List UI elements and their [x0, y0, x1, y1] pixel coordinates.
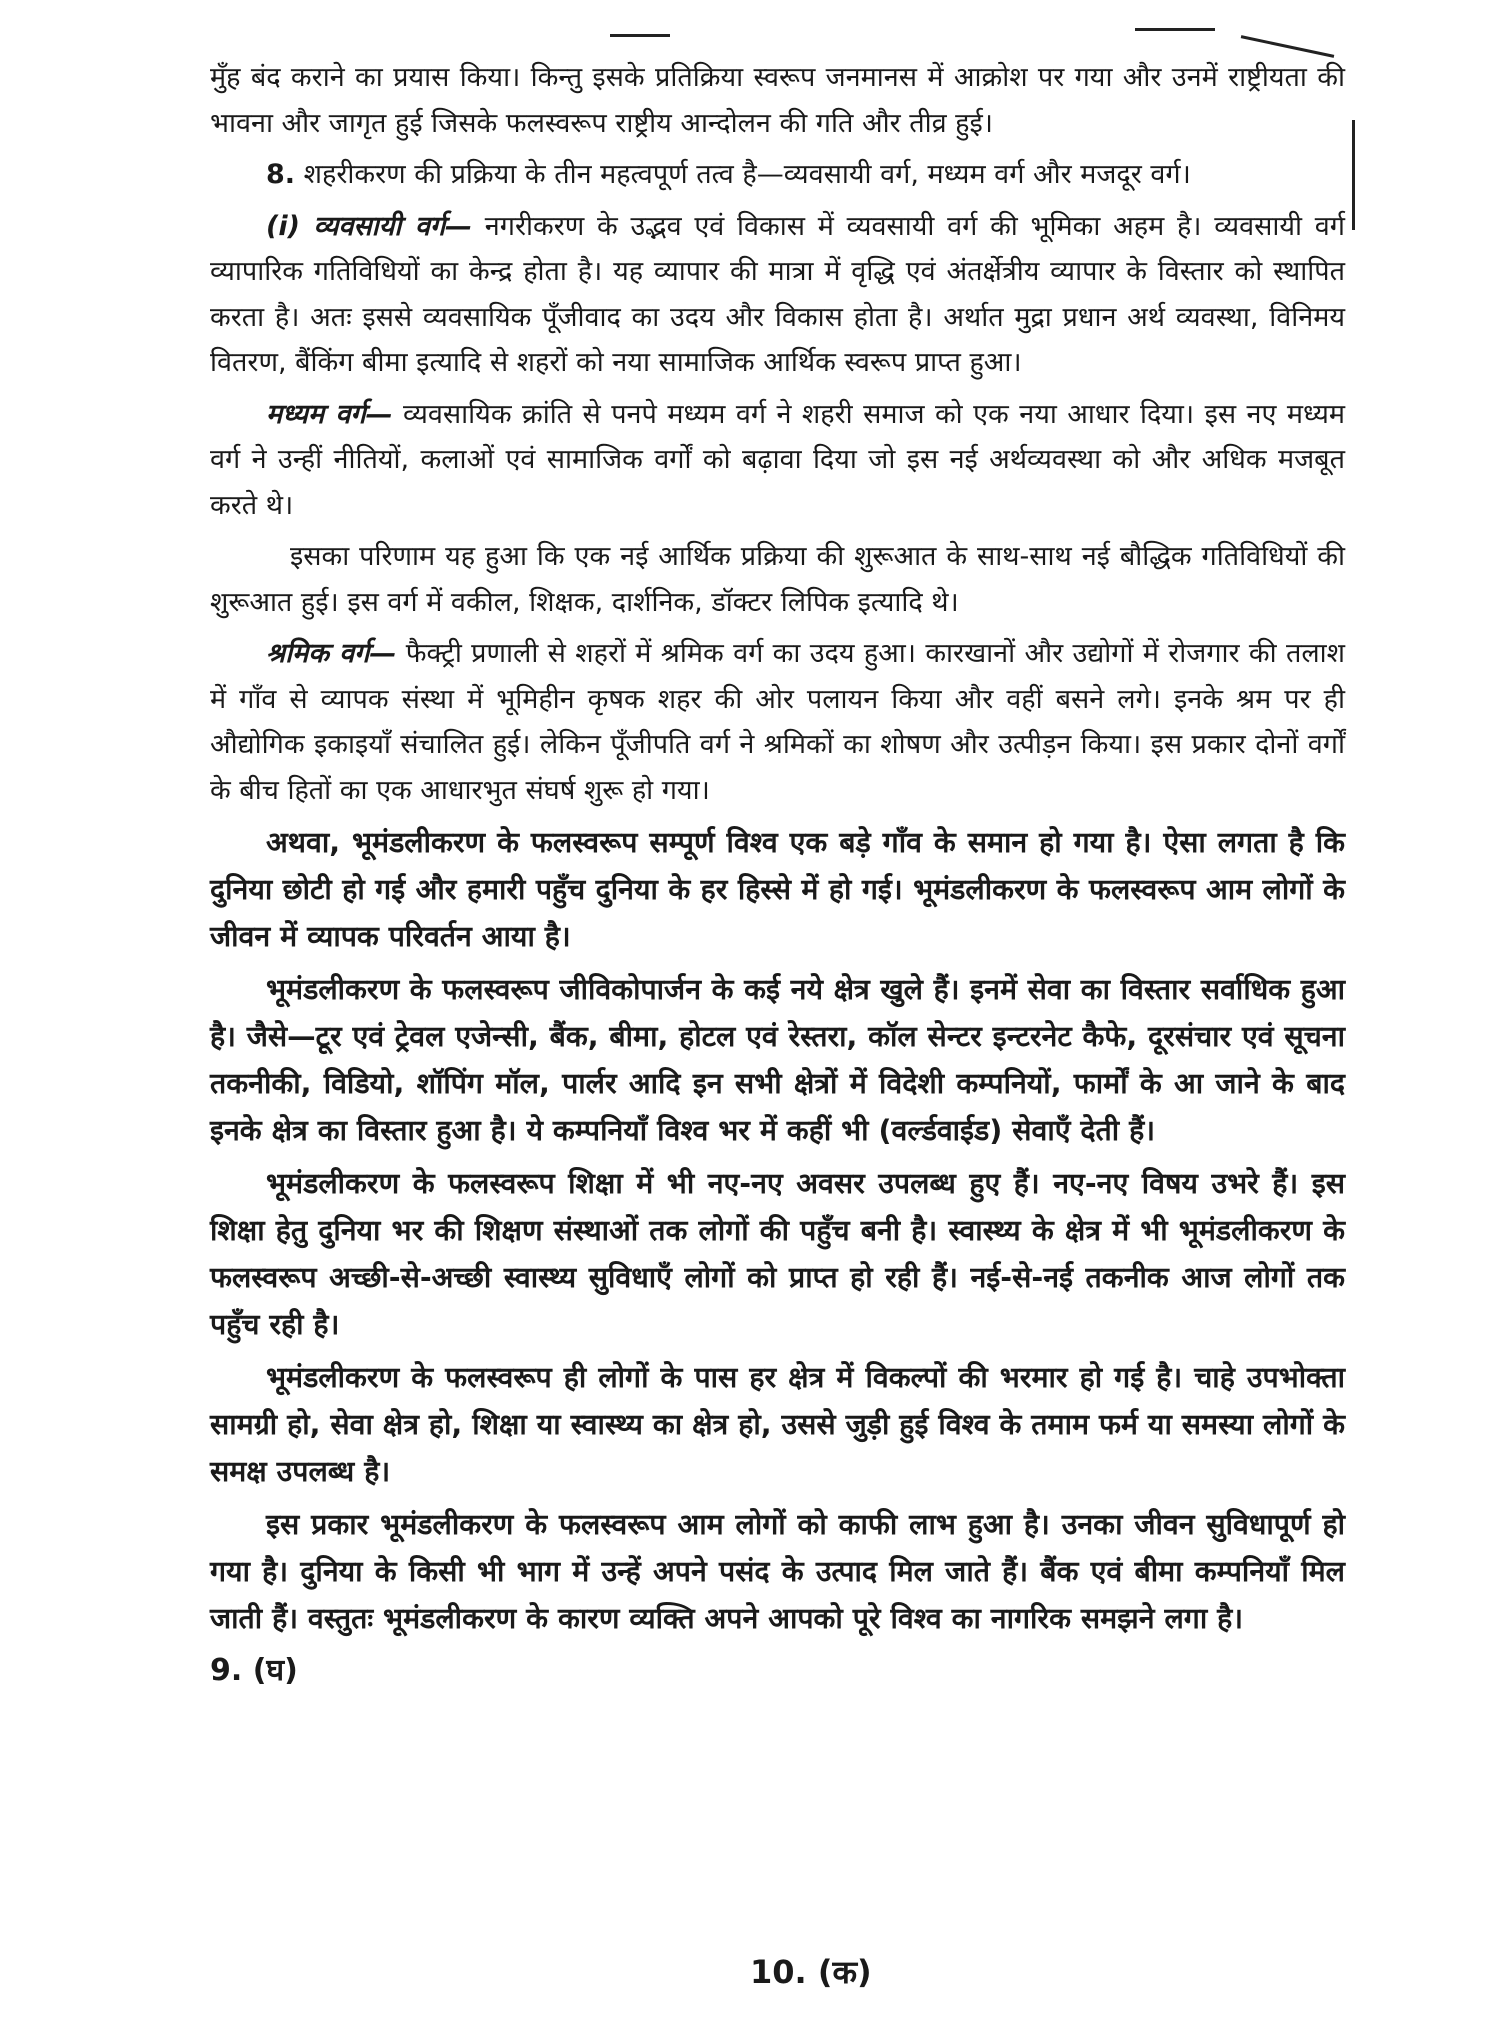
paragraph-globalization-conclusion: इस प्रकार भूमंडलीकरण के फलस्वरूप आम लोगों को काफी लाभ हुआ है। उनका जीवन सुविधापूर्ण हो गया है। दुनिया के किसी भी भाग में उन्हें अपने पसंद के उत्पाद मिल जाते हैं। बैंक एवं बीमा कम्पनियाँ मिल जाती हैं। वस्तुतः भूमंडलीकरण के कारण व्यक्ति अपने आपको पूरे विश्व का नागरिक समझने लगा है।: [210, 1508, 1345, 1635]
paragraph-text: व्यवसायिक क्रांति से पनपे मध्यम वर्ग ने शहरी समाज को एक नया आधार दिया। इस नए मध्यम वर्ग ने उन्हीं नीतियों, कलाओं एवं सामाजिक वर्गों को बढ़ावा दिया जो इस नई अर्थव्यवस्था को और अधिक मजबूत करते थे।: [210, 398, 1345, 521]
scan-mark: [1135, 28, 1215, 31]
paragraph-text: शहरीकरण की प्रक्रिया के तीन महत्वपूर्ण तत्व है—व्यवसायी वर्ग, मध्यम वर्ग और मजदूर वर्ग।: [303, 159, 1191, 190]
paragraph-continuation: मुँह बंद कराने का प्रयास किया। किन्तु इसके प्रतिक्रिया स्वरूप जनमानस में आक्रोश पर गया और उनमें राष्ट्रीयता की भावना और जागृत हुई जिसके फलस्वरूप राष्ट्रीय आन्दोलन की गति और तीव्र हुई।: [210, 62, 1345, 139]
paragraph-text: फैक्ट्री प्रणाली से शहरों में श्रमिक वर्ग का उदय हुआ। कारखानों और उद्योगों में रोजगार की तलाश में गाँव से व्यापक संस्था में भूमिहीन कृषक शहर की ओर पलायन किया और वहीं बसने लगे। इनके श्रम पर ही औद्योगिक इकाइयाँ संचालित हुई। लेकिन पूँजीपति वर्ग ने श्रमिकों का शोषण और उत्पीड़न किया। इस प्रकार दोनों वर्गों के बीच हितों का एक आधारभुत संघर्ष शुरू हो गया।: [210, 638, 1345, 806]
paragraph-globalization-education: भूमंडलीकरण के फलस्वरूप शिक्षा में भी नए-नए अवसर उपलब्ध हुए हैं। नए-नए विषय उभरे हैं। इस शिक्षा हेतु दुनिया भर की शिक्षण संस्थाओं तक लोगों की पहुँच बनी है। स्वास्थ्य के क्षेत्र में भी भूमंडलीकरण के फलस्वरूप अच्छी-से-अच्छी स्वास्थ्य सुविधाएँ लोगों को प्राप्त हो रही हैं। नई-से-नई तकनीक आज लोगों तक पहुँच रही है।: [210, 1167, 1345, 1341]
answer-9: 9. (घ): [210, 1653, 298, 1688]
paragraph-globalization-jobs: भूमंडलीकरण के फलस्वरूप जीविकोपार्जन के कई नये क्षेत्र खुले हैं। इनमें सेवा का विस्तार सर्वाधिक हुआ है। जैसे—टूर एवं ट्रेवल एजेन्सी, बैंक, बीमा, होटल एवं रेस्तरा, कॉल सेन्टर इन्टरनेट कैफे, दूरसंचार एवं सूचना तकनीकी, विडियो, शॉपिंग मॉल, पार्लर आदि इन सभी क्षेत्रों में विदेशी कम्पनियों, फार्मों के आ जाने के बाद इनके क्षेत्र का विस्तार हुआ है। ये कम्पनियाँ विश्व भर में कहीं भी (वर्ल्डवाईड) सेवाएँ देती हैं।: [210, 973, 1345, 1147]
section-heading: मध्यम वर्ग—: [266, 398, 393, 430]
paragraph-text: नगरीकरण के उद्भव एवं विकास में व्यवसायी वर्ग की भूमिका अहम है। व्यवसायी वर्ग व्यापारिक गतिविधियों का केन्द्र होता है। यह व्यापार की मात्रा में वृद्धि एवं अंतर्क्षेत्रीय व्यापार के विस्तार को स्थापित करता है। अतः इससे व्यवसायिक पूँजीवाद का उदय और विकास होता है। अर्थात मुद्रा प्रधान अर्थ व्यवस्था, विनिमय वितरण, बैंकिंग बीमा इत्यादि से शहरों को नया सामाजिक आर्थिक स्वरूप प्राप्त हुआ।: [210, 210, 1345, 378]
paragraph-text: भूमंडलीकरण के फलस्वरूप सम्पूर्ण विश्व एक बड़े गाँव के समान हो गया है। ऐसा लगता है कि दुनिया छोटी हो गई और हमारी पहुँच दुनिया के हर हिस्से में हो गई। भूमंडलीकरण के फलस्वरूप आम लोगों के जीवन में व्यापक परिवर्तन आया है।: [210, 826, 1345, 953]
paragraph-globalization-intro: [210, 819, 1345, 960]
section-heading: (i) व्यवसायी वर्ग—: [266, 210, 473, 242]
scan-mark: [610, 34, 670, 37]
section-heading: श्रमिक वर्ग—: [266, 638, 397, 669]
page-edge-mark: [1352, 120, 1355, 230]
paragraph-urbanization: [210, 152, 1345, 198]
section-heading: अथवा,: [266, 826, 341, 859]
answer-10: 10. (क): [750, 1953, 872, 1991]
paragraph-middle-class: [210, 392, 1345, 529]
paragraph-business-class: [210, 204, 1345, 386]
top-scan-marks: [0, 0, 1505, 60]
question-number: 8.: [266, 159, 296, 190]
paragraph-labour-class: [210, 631, 1345, 813]
document-page: [210, 55, 1345, 2005]
paragraph-globalization-choices: भूमंडलीकरण के फलस्वरूप ही लोगों के पास हर क्षेत्र में विकल्पों की भरमार हो गई है। चाहे उपभोक्ता सामग्री हो, सेवा क्षेत्र हो, शिक्षा या स्वास्थ्य का क्षेत्र हो, उससे जुड़ी हुई विश्व के तमाम फर्म या समस्या लोगों के समक्ष उपलब्ध है।: [210, 1361, 1345, 1488]
paragraph-result: इसका परिणाम यह हुआ कि एक नई आर्थिक प्रक्रिया की शुरूआत के साथ-साथ नई बौद्धिक गतिविधियों की शुरूआत हुई। इस वर्ग में वकील, शिक्षक, दार्शनिक, डॉक्टर लिपिक इत्यादि थे।: [210, 541, 1345, 618]
